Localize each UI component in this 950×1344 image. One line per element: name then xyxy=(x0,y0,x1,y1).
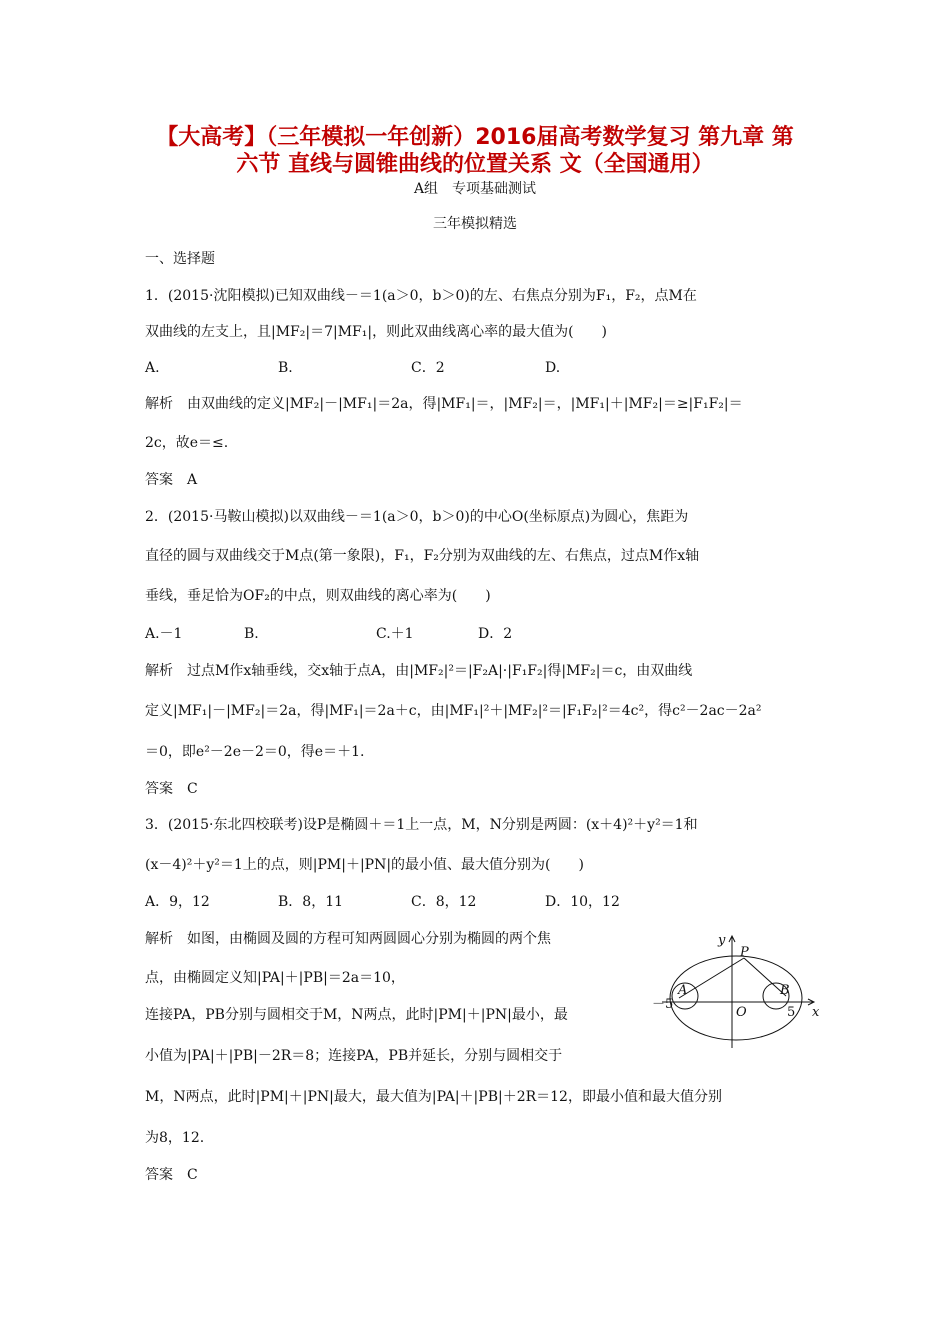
q2-option-d: D．2 xyxy=(478,626,513,642)
subheading: 三年模拟精选 xyxy=(433,216,517,232)
q2-stem-line-3: 垂线，垂足恰为OF₂的中点，则双曲线的离心率为( ) xyxy=(145,588,491,604)
q3-stem-line-2: (x－4)²＋y²＝1上的点，则|PM|＋|PN|的最小值、最大值分别为( ) xyxy=(145,857,584,873)
label-a: A xyxy=(678,983,688,998)
q3-analysis-line-6: 为8，12. xyxy=(145,1130,205,1146)
ellipse-figure xyxy=(652,928,824,1050)
document-title xyxy=(130,124,820,178)
q1-analysis-line-2: 2c，故e＝≤. xyxy=(145,435,229,451)
q1-stem-line-1: 1．(2015·沈阳模拟)已知双曲线－＝1(a＞0，b＞0)的左、右焦点分别为F₁，F₂，点M在 xyxy=(145,288,697,304)
label-minus-5: －5 xyxy=(652,997,674,1012)
q3-option-d: D．10，12 xyxy=(545,894,620,910)
group-heading: A组 专项基础测试 xyxy=(413,181,537,197)
q3-stem-line-1: 3．(2015·东北四校联考)设P是椭圆＋＝1上一点，M，N分别是两圆：(x＋4)²＋y²＝1和 xyxy=(145,817,698,833)
q3-analysis-line-3: 连接PA，PB分别与圆相交于M，N两点，此时|PM|＋|PN|最小，最 xyxy=(145,1007,568,1023)
q1-option-d: D. xyxy=(545,360,561,376)
label-o: O xyxy=(736,1005,747,1020)
q2-analysis-line-2: 定义|MF₁|－|MF₂|＝2a，得|MF₁|＝2a＋c，由|MF₁|²＋|MF₂|²＝|F₁F₂|²＝4c²，得c²－2ac－2a² xyxy=(145,703,762,719)
q3-analysis-line-1: 解析 如图，由椭圆及圆的方程可知两圆圆心分别为椭圆的两个焦 xyxy=(145,931,551,947)
label-x: x xyxy=(812,1005,820,1020)
q3-option-a: A．9，12 xyxy=(145,894,210,910)
q2-stem-line-1: 2．(2015·马鞍山模拟)以双曲线－＝1(a＞0，b＞0)的中心O(坐标原点)为圆心，焦距为 xyxy=(145,509,689,525)
q1-option-a: A. xyxy=(145,360,160,376)
q1-answer: 答案 A xyxy=(145,472,198,488)
label-p: P xyxy=(740,945,749,960)
label-b: B xyxy=(780,983,790,998)
q1-analysis-line-1: 解析 由双曲线的定义|MF₂|－|MF₁|＝2a，得|MF₁|＝，|MF₂|＝，|MF₁|＋|MF₂|＝≥|F₁F₂|＝ xyxy=(145,396,743,412)
q2-analysis-line-3: ＝0，即e²－2e－2＝0，得e＝＋1. xyxy=(145,744,365,760)
title-line-2: 六节 直线与圆锥曲线的位置关系 文（全国通用） xyxy=(236,152,714,177)
q3-analysis-line-4: 小值为|PA|＋|PB|－2R＝8；连接PA，PB并延长，分别与圆相交于 xyxy=(145,1048,563,1064)
title-line-1: 【大高考】（三年模拟一年创新）2016届高考数学复习 第九章 第 xyxy=(156,125,794,150)
q3-analysis-line-2: 点，由椭圆定义知|PA|＋|PB|＝2a＝10， xyxy=(145,970,405,986)
segment-pa xyxy=(679,958,744,998)
q1-option-b: B. xyxy=(278,360,293,376)
q2-option-c: C.＋1 xyxy=(376,626,414,642)
q2-analysis-line-1: 解析 过点M作x轴垂线，交x轴于点A，由|MF₂|²＝|F₂A|·|F₁F₂|得|MF₂|＝c，由双曲线 xyxy=(145,663,693,679)
q3-option-b: B．8，11 xyxy=(278,894,344,910)
q1-stem-line-2: 双曲线的左支上，且|MF₂|＝7|MF₁|，则此双曲线离心率的最大值为( ) xyxy=(145,324,608,340)
q3-answer: 答案 C xyxy=(145,1167,198,1183)
q2-stem-line-2: 直径的圆与双曲线交于M点(第一象限)，F₁，F₂分别为双曲线的左、右焦点，过点M作x轴 xyxy=(145,548,700,564)
q3-analysis-line-5: M，N两点，此时|PM|＋|PN|最大，最大值为|PA|＋|PB|＋2R＝12，即最小值和最大值分别 xyxy=(145,1089,722,1105)
q3-option-c: C．8，12 xyxy=(411,894,477,910)
label-y: y xyxy=(718,933,726,948)
q2-option-b: B. xyxy=(244,626,259,642)
label-plus-5: 5 xyxy=(787,1005,796,1020)
q2-answer: 答案 C xyxy=(145,781,198,797)
q1-option-c: C．2 xyxy=(411,360,445,376)
section-heading: 一、选择题 xyxy=(145,251,215,267)
q2-option-a: A.－1 xyxy=(145,626,183,642)
ellipse-curve xyxy=(670,956,802,1040)
